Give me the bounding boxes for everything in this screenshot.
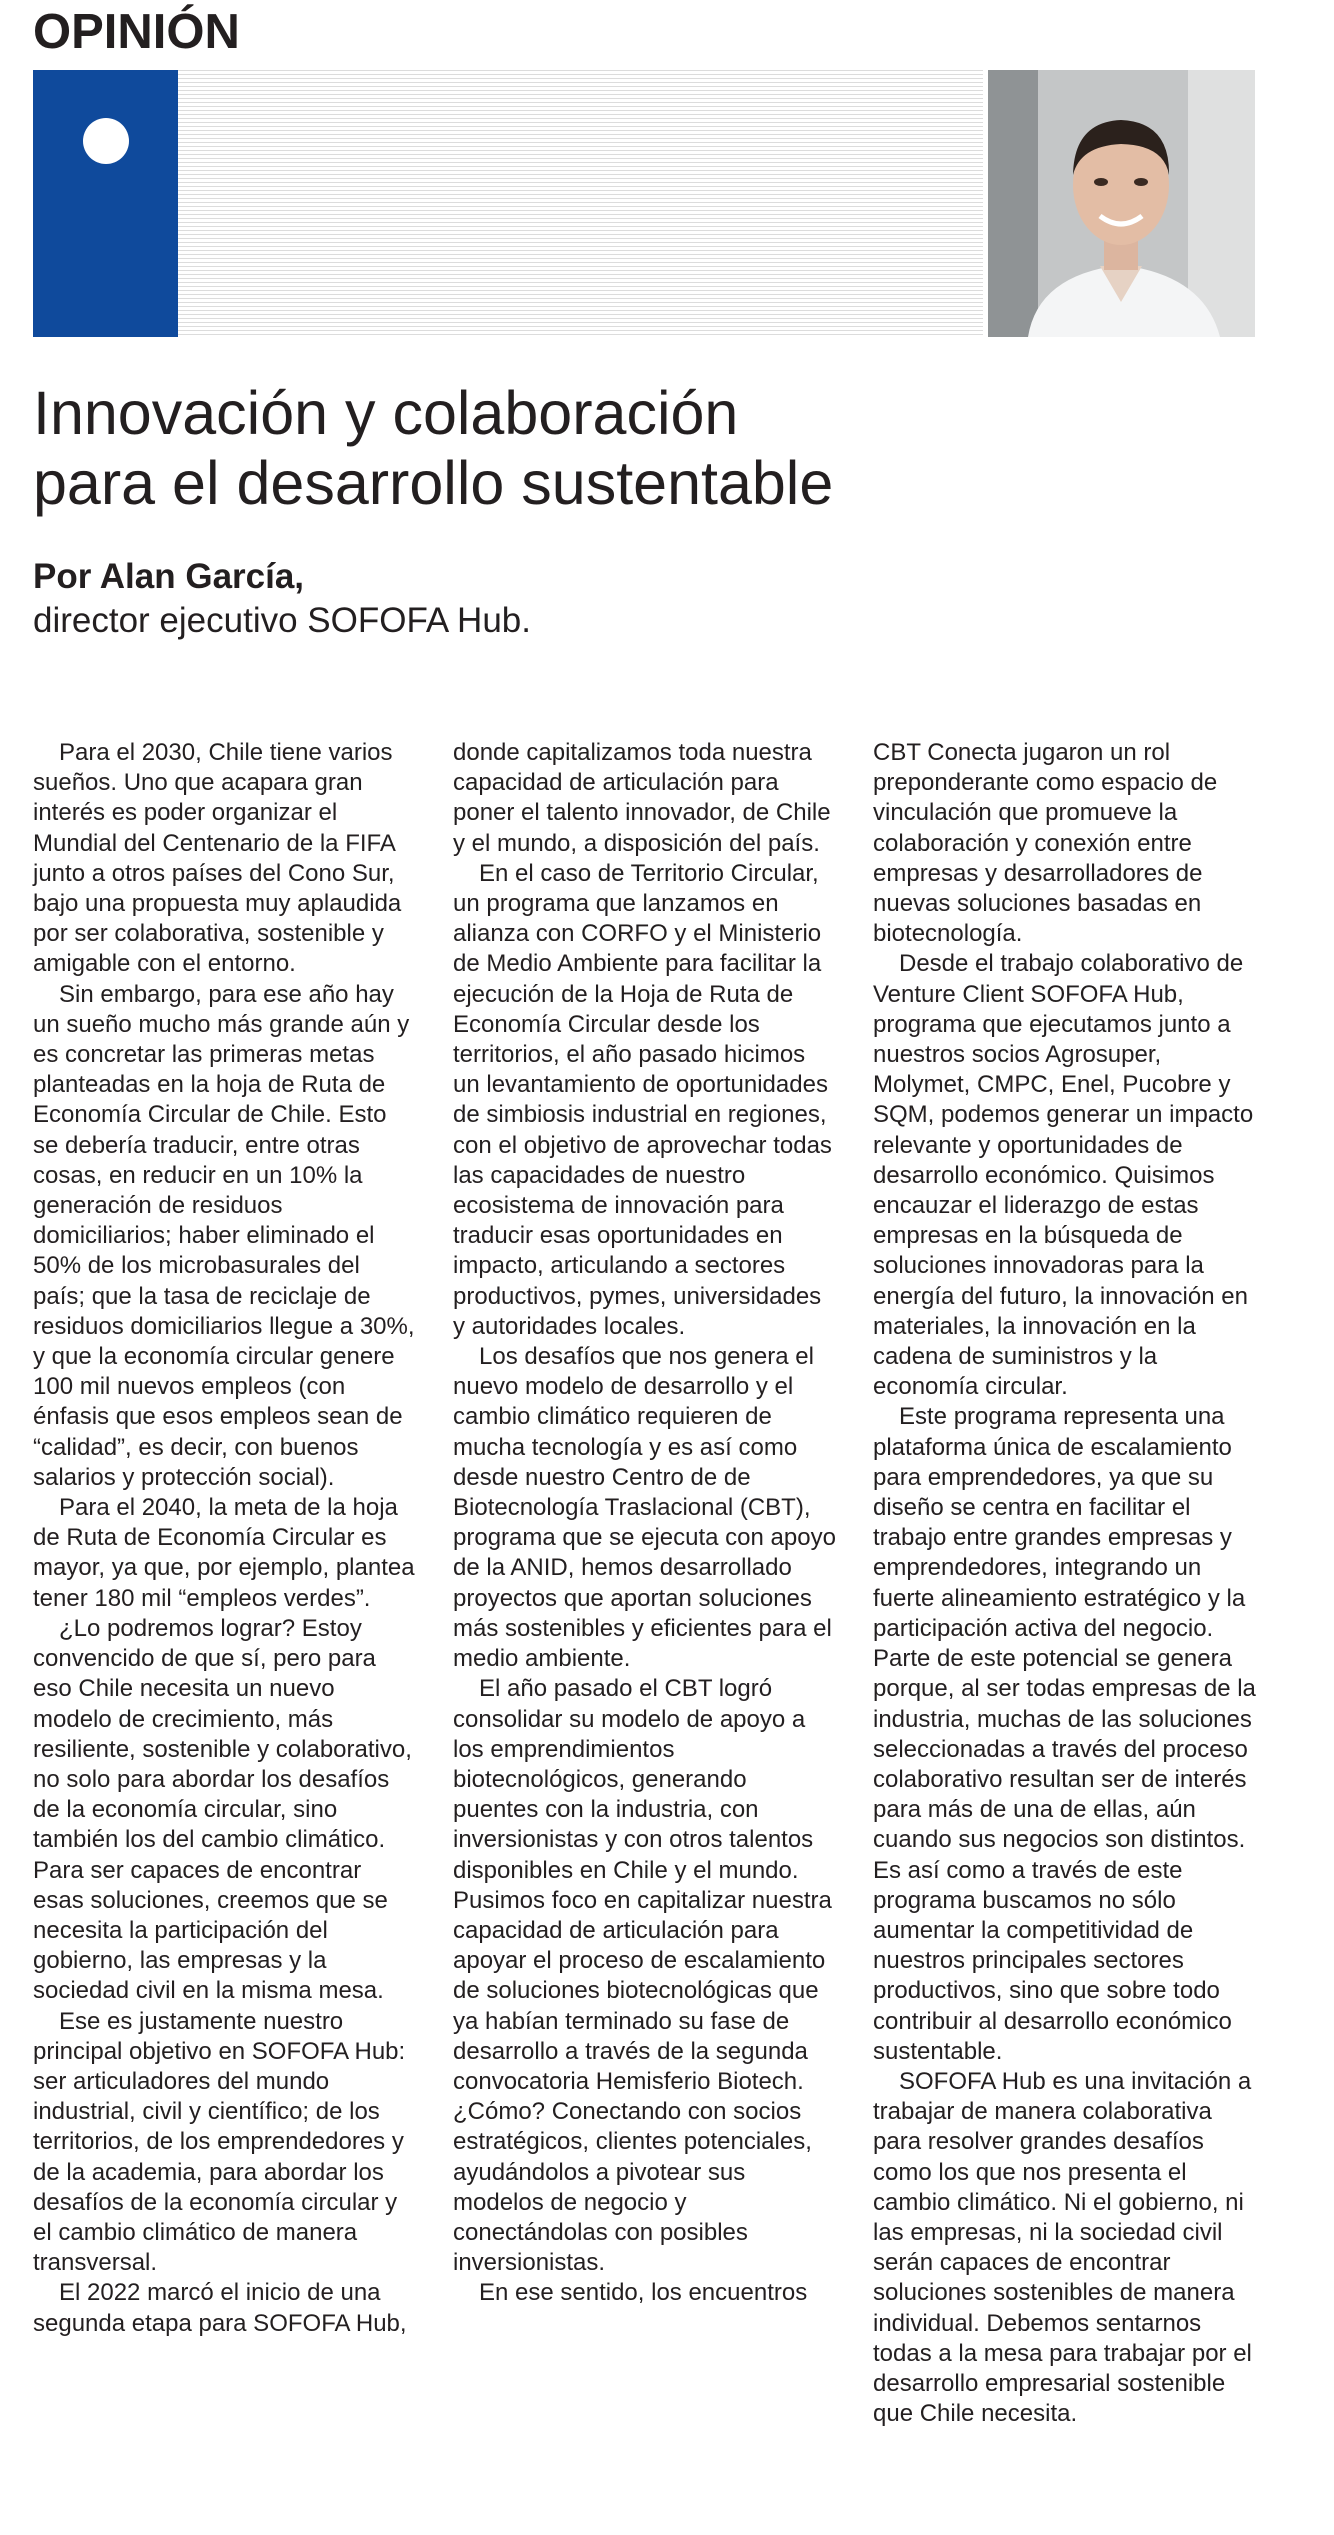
author-photo <box>988 70 1255 337</box>
striped-divider <box>178 70 983 337</box>
headline <box>33 378 1133 518</box>
column-3 <box>873 738 1258 2429</box>
paragraph: SOFOFA Hub es una invitación a trabajar de manera colaborativa para resolver grandes desafíos como los que nos presenta el cambio climático. Ni el gobierno, ni las empresas, ni la sociedad civil serán capaces de encontrar soluciones sostenibles de manera individual. Debemos sentarnos todas a la mesa para trabajar por el desarrollo empresarial sostenible que Chile necesita. <box>873 2067 1252 2428</box>
circle-icon <box>83 118 129 164</box>
paragraph: Los desafíos que nos genera el nuevo modelo de desarrollo y el cambio climático requieren de mucha tecnología y es así como desde nuestro Centro de de Biotecnología Traslacional (CBT), programa que se ejecuta con apoyo de la ANID, hemos desarrollado proyectos que aportan soluciones más sostenibles y eficientes para el medio ambiente. <box>453 1343 836 1673</box>
paragraph: Sin embargo, para ese año hay un sueño mucho más grande aún y es concretar las primeras metas planteadas en la hoja de Ruta de Economía Circular de Chile. Esto se debería traducir, entre otras cosas, en reducir en un 10% la generación de residuos domiciliarios; haber eliminado el 50% de los microbasurales del país; que la tasa de reciclaje de residuos domiciliarios llegue a 30%, y que la economía circular genere 100 mil nuevos empleos (con énfasis que esos empleos sean de “calidad”, es decir, con buenos salarios y protección social). <box>33 980 415 1491</box>
paragraph: ¿Lo podremos lograr? Estoy convencido de que sí, pero para eso Chile necesita un nuevo modelo de crecimiento, más resiliente, sostenible y colaborativo, no solo para abordar los desafíos de la economía circular, sino también los del cambio climático. Para ser capaces de encontrar esas soluciones, creemos que se necesita la participación del gobierno, las empresas y la sociedad civil en la misma mesa. <box>33 1614 412 2005</box>
paragraph: El año pasado el CBT logró consolidar su modelo de apoyo a los emprendimientos biotecnológicos, generando puentes con la industria, con inversionistas y con otros talentos disponibles en Chile y el mundo. Pusimos foco en capitalizar nuestra capacidad de articulación para apoyar el proceso de escalamiento de soluciones biotecnológicas que ya habían terminado su fase de desarrollo a través de la segunda convocatoria Hemisferio Biotech. ¿Cómo? Conectando con socios estratégicos, clientes potenciales, ayudándolos a pivotear sus modelos de negocio y conectándolas con posibles inversionistas. <box>453 1675 832 2277</box>
paragraph: Este programa representa una plataforma única de escalamiento para emprendedores, ya que su diseño se centra en facilitar el trabajo entre grandes empresas y emprendedores, integrando un fuerte alineamiento estratégico y la participación activa del negocio. Parte de este potencial se genera porque, al ser todas empresas de la industria, muchas de las soluciones seleccionadas a través del proceso colaborativo resultan ser de interés para más de una de ellas, aún cuando sus negocios son distintos. Es así como a través de este programa buscamos no sólo aumentar la competitividad de nuestros principales sectores productivos, sino que sobre todo contribuir al desarrollo económico sustentable. <box>873 1403 1256 2065</box>
portrait-image <box>988 70 1255 337</box>
paragraph: En el caso de Territorio Circular, un programa que lanzamos en alianza con CORFO y el Ministerio de Medio Ambiente para facilitar la ejecución de la Hoja de Ruta de Economía Circular desde los territorios, el año pasado hicimos un levantamiento de oportunidades de simbiosis industrial en regiones, con el objetivo de aprovechar todas las capacidades de nuestro ecosistema de innovación para traducir esas oportunidades en impacto, articulando a sectores productivos, pymes, universidades y autoridades locales. <box>453 859 832 1340</box>
paragraph: En ese sentido, los encuentros <box>479 2279 808 2307</box>
paragraph: Para el 2030, Chile tiene varios sueños. Uno que acapara gran interés es poder organizar el Mundial del Centenario de la FIFA junto a otros países del Cono Sur, bajo una propuesta muy aplaudida por ser colaborativa, sostenible y amigable con el entorno. <box>33 739 402 978</box>
paragraph: Ese es justamente nuestro principal objetivo en SOFOFA Hub: ser articuladores del mundo industrial, civil y científico; de los territorios, de los emprendedores y de la academia, para abordar los desafíos de la economía circular y el cambio climático de manera transversal. <box>33 2007 406 2277</box>
headline-line-1: Innovación y colaboración <box>33 379 739 447</box>
paragraph-continued: CBT Conecta jugaron un rol preponderante como espacio de vinculación que promueve la colaboración y conexión entre empresas y desarrolladores de nuevas soluciones basadas en biotecnología. <box>873 739 1218 948</box>
paragraph-continued: donde capitalizamos toda nuestra capacidad de articulación para poner el talento innovador, de Chile y el mundo, a disposición del país. <box>453 739 831 857</box>
paragraph: Desde el trabajo colaborativo de Venture Client SOFOFA Hub, programa que ejecutamos junto a nuestros socios Agrosuper, Molymet, CMPC, Enel, Pucobre y SQM, podemos generar un impacto relevante y oportunidades de desarrollo económico. Quisimos encauzar el liderazgo de estas empresas en la búsqueda de soluciones innovadoras para la energía del futuro, la innovación en materiales, la innovación en la cadena de suministros y la economía circular. <box>873 950 1254 1401</box>
author-role: director ejecutivo SOFOFA Hub. <box>33 601 531 640</box>
blue-block <box>33 70 178 337</box>
header-banner <box>33 70 1255 337</box>
byline <box>33 555 531 643</box>
column-1 <box>33 738 418 2429</box>
paragraph: El 2022 marcó el inicio de una segunda etapa para SOFOFA Hub, <box>33 2279 407 2337</box>
author-name: Por Alan García, <box>33 557 305 596</box>
headline-line-2: para el desarrollo sustentable <box>33 449 834 517</box>
section-label: OPINIÓN <box>33 5 240 59</box>
article-body <box>33 738 1258 2429</box>
paragraph: Para el 2040, la meta de la hoja de Ruta de Economía Circular es mayor, ya que, por ejemplo, plantea tener 180 mil “empleos verdes”. <box>33 1494 415 1612</box>
column-2 <box>453 738 838 2429</box>
